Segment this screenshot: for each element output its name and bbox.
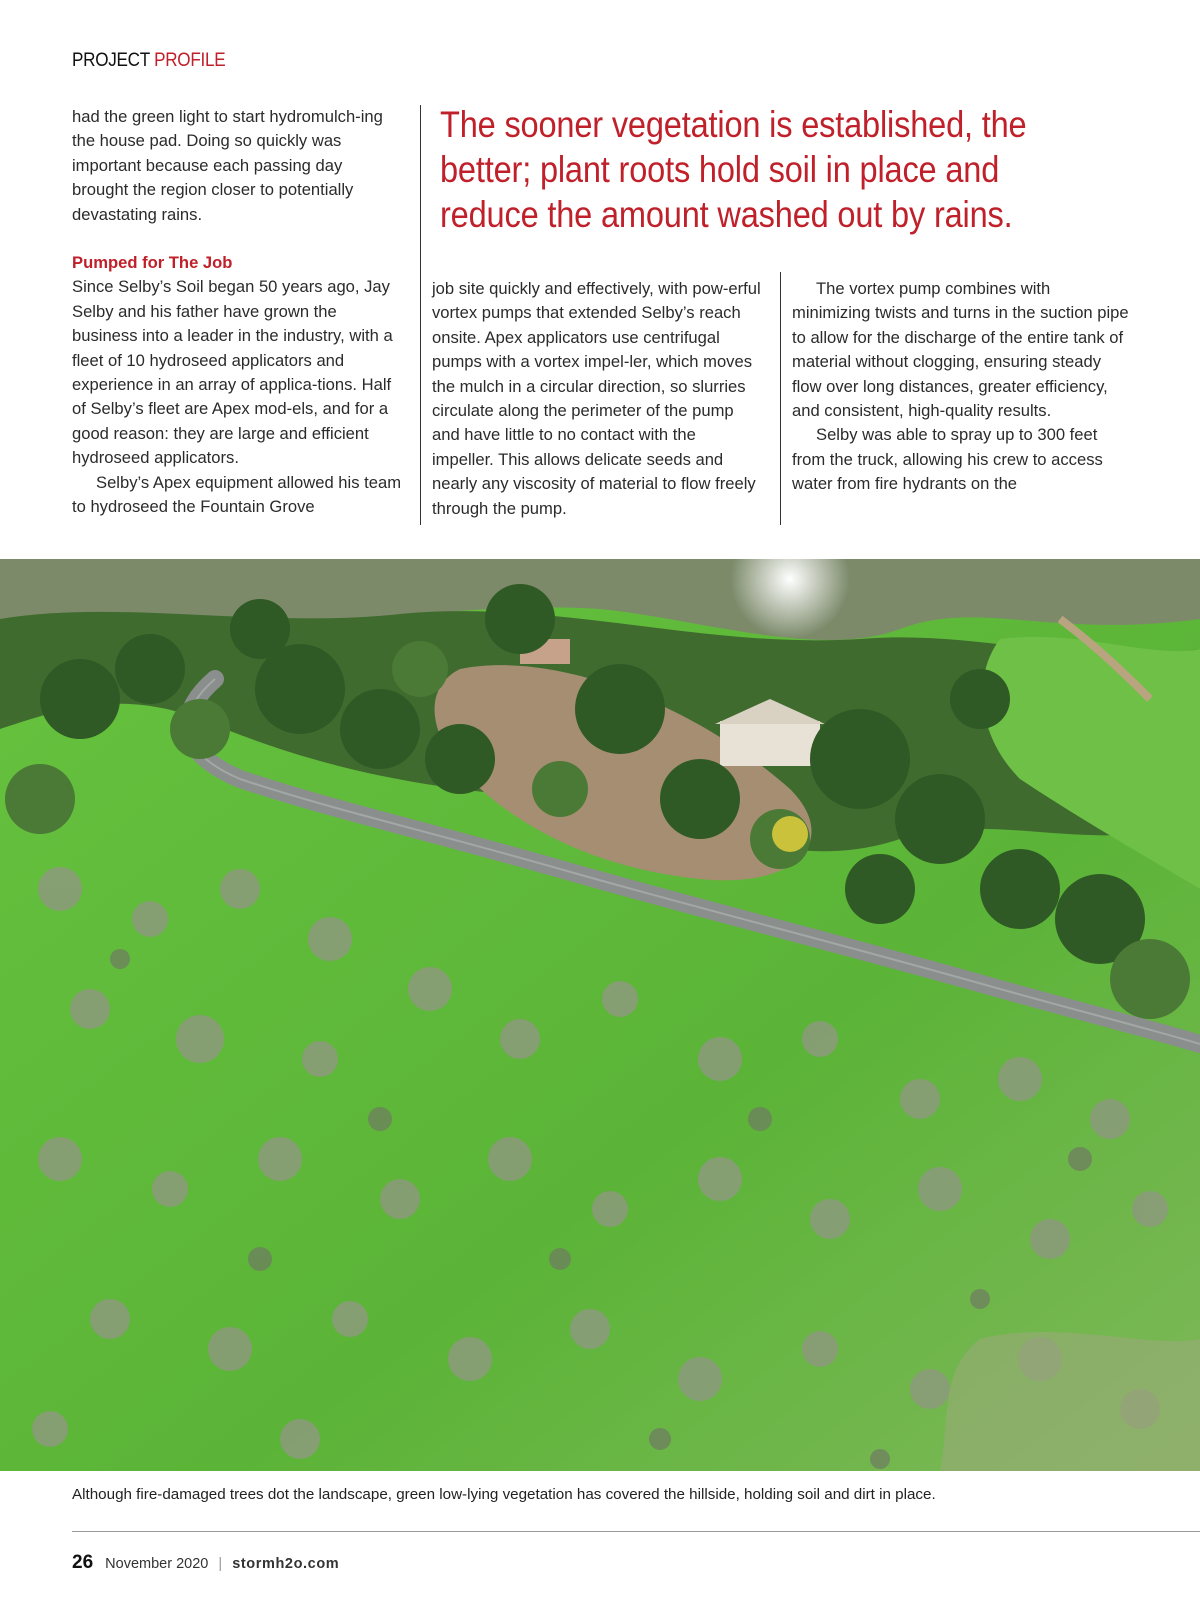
section-label-profile: PROFILE	[154, 50, 226, 71]
issue-date: November 2020	[105, 1556, 209, 1572]
column-3-paragraph-2: Selby was able to spray up to 300 feet from the truck, allowing his crew to access water from fire hydrants on the	[792, 425, 1103, 494]
column-2-paragraph-1: job site quickly and effectively, with pow-erful vortex pumps that extended Selby’s reach onsite. Apex applicators use centrifugal pumps with a vortex impel-ler, which moves the mulch in a circular direction, so slurries circulate along the perimeter of the pump and have little to no contact with the impeller. This allows delicate seeds and nearly any viscosity of material to flow freely through the pump.	[432, 279, 761, 518]
column-divider-2	[780, 272, 781, 525]
column-divider-1	[420, 105, 421, 525]
column-1-paragraph-1: had the green light to start hydromulch-ing the house pad. Doing so quickly was important because each passing day brought the region closer to potentially devastating rains.	[72, 107, 383, 224]
footer-separator: |	[218, 1556, 223, 1572]
section-header	[72, 50, 225, 72]
article-column-2	[432, 277, 762, 521]
column-1-paragraph-3: Selby’s Apex equipment allowed his team to hydroseed the Fountain Grove	[72, 472, 402, 517]
aerial-hillside-photo	[0, 559, 1200, 1471]
column-3-paragraph-1: The vortex pump combines with minimizing twists and turns in the suction pipe to allow for the discharge of the entire tank of material without clogging, ensuring steady flow over long distances, greater efficiency, and consistent, high-quality results.	[792, 279, 1129, 421]
site-link[interactable]: stormh2o.com	[232, 1556, 340, 1572]
column-1-paragraph-2: Since Selby’s Soil began 50 years ago, Jay Selby and his father have grown the business into a leader in the industry, with a fleet of 10 hydroseed applicators and experience in an array of applica-tions. Half of Selby’s fleet are Apex mod-els, and for a good reason: they are large and efficient hydroseed applicators.	[72, 277, 393, 468]
article-column-1	[72, 105, 402, 520]
page-number: 26	[72, 1552, 94, 1573]
subhead-pumped-for-the-job: Pumped for The Job	[72, 253, 233, 273]
article-column-3	[792, 277, 1132, 497]
aerial-photo-illustration	[0, 559, 1200, 1471]
photo-caption: Although fire-damaged trees dot the landscape, green low-lying vegetation has covered the hillside, holding soil and dirt in place.	[72, 1486, 936, 1503]
footer-rule	[72, 1531, 1200, 1532]
section-label-project: PROJECT	[72, 50, 150, 71]
page-footer	[72, 1552, 339, 1574]
pull-quote: The sooner vegetation is established, the better; plant roots hold soil in place and reduce the amount washed out by rains.	[440, 104, 1027, 235]
